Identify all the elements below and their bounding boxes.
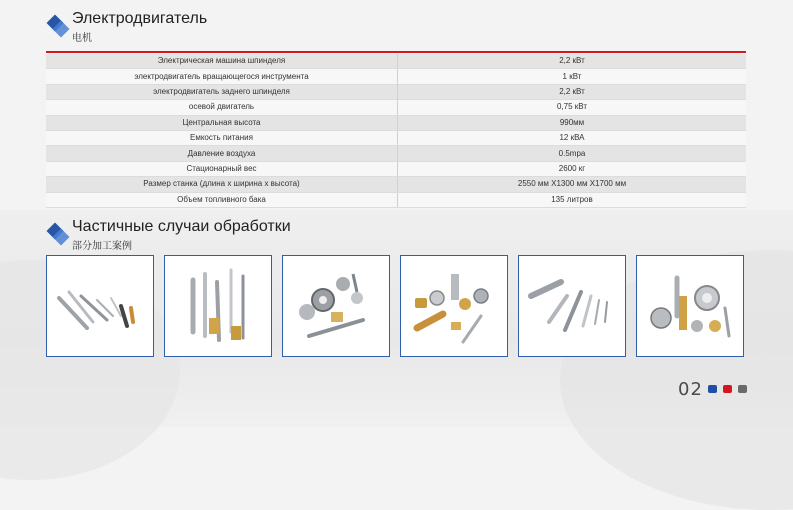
spec-value: 1 кВт [398,69,747,84]
spec-name: осевой двигатель [46,100,398,115]
spec-value: 990мм [398,115,747,130]
couplings-and-bolts-image [282,255,390,357]
spec-name: Размер станка (длина x ширина x высота) [46,177,398,192]
table-row [46,100,746,115]
table-row [46,130,746,145]
table-row [46,161,746,176]
spec-name: электродвигатель заднего шпинделя [46,84,398,99]
spec-value: 2,2 кВт [398,54,747,69]
spec-name: Стационарный вес [46,161,398,176]
table-row [46,192,746,207]
spec-value: 0.5mpa [398,146,747,161]
footer-dot-gray [738,385,747,393]
spec-table [46,54,746,208]
brass-fittings-image [400,255,508,357]
spec-value: 135 литров [398,192,747,207]
section-title: Электродвигатель [72,10,208,27]
page-number: 02 [678,379,703,400]
table-row [46,177,746,192]
diamond-icon [46,14,68,36]
spec-value: 12 кВА [398,130,747,145]
diamond-icon [46,222,68,244]
table-row [46,54,746,69]
spec-name: Электрическая машина шпинделя [46,54,398,69]
case-gallery [46,255,746,359]
rods-and-clips-image [518,255,626,357]
spec-name: Давление воздуха [46,146,398,161]
table-row [46,69,746,84]
red-divider [46,51,746,53]
section-subtitle: 部分加工案例 [72,241,132,252]
footer-dot-red [723,385,732,393]
spec-value: 2,2 кВт [398,84,747,99]
spec-name: Емкость питания [46,130,398,145]
spec-name: Центральная высота [46,115,398,130]
table-row [46,84,746,99]
pins-and-tubes-image [164,255,272,357]
spec-value: 0,75 кВт [398,100,747,115]
section-subtitle: 电机 [72,33,92,44]
table-row [46,115,746,130]
spec-name: Объем топливного бака [46,192,398,207]
footer-dot-blue [708,385,717,393]
spec-name: электродвигатель вращающегося инструмента [46,69,398,84]
spec-value: 2550 мм X1300 мм X1700 мм [398,177,747,192]
section-title: Частичные случаи обработки [72,218,291,235]
table-row [46,146,746,161]
spec-value: 2600 кг [398,161,747,176]
machined-shafts-image [46,255,154,357]
gears-and-caps-image [636,255,744,357]
